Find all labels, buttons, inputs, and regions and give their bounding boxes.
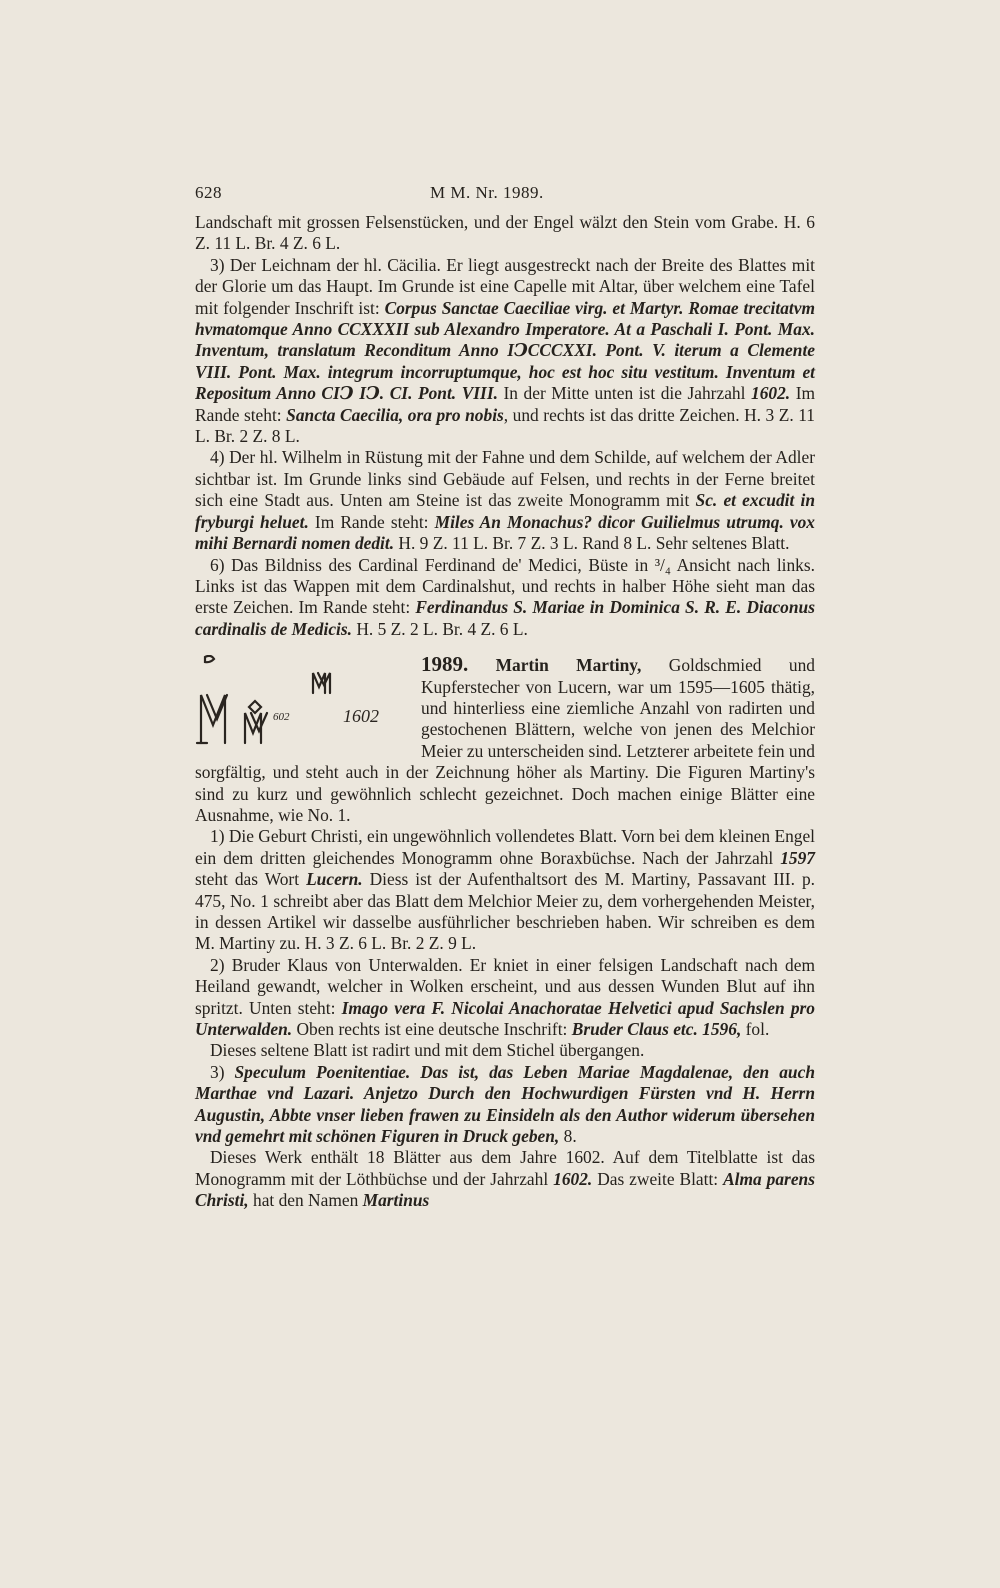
text-span: Im Rande steht: xyxy=(308,511,435,532)
text-span: Das zweite Blatt: xyxy=(592,1168,724,1189)
paragraph-item-3 xyxy=(195,255,815,448)
text-span: 3) xyxy=(210,1061,235,1082)
inscription-text: Corpus Sanctae Caeciliae virg. et Martyr. Romae trecitatvm hvmatomque Anno CCXXXII sub Alexandro Imperatore. At a Paschali I. Pont. Max. Inventum, translatum Reconditum Anno IↃCCCXXI. Pont. V. iterum a Clemente VIII. Pont. Max. integrum incorruptumque, hoc est hoc situ vestitum. Inventum et Repositum Anno CIↃ IↃ. CI. Pont. VIII. xyxy=(195,297,815,404)
year-text: 1597 xyxy=(780,847,815,868)
year-text: 1602. xyxy=(751,383,791,404)
paragraph-item-3b xyxy=(195,1062,815,1148)
header-title: M M. Nr. 1989. xyxy=(430,183,544,202)
paragraph-work-description xyxy=(195,1147,815,1211)
artist-name: Martin Martiny, xyxy=(495,655,642,676)
text-span: 8. xyxy=(559,1126,577,1147)
text-span: 6) Das Bildniss des Cardinal Ferdinand de' Medici, Büste in ³/₄ Ansicht nach links. Links ist das Wappen mit dem Cardinalshut, und rechts in halber Höhe sieht man das erste Zeichen. Im Rande steht: xyxy=(195,554,815,618)
entry-number: 1989. xyxy=(421,652,469,677)
text-span: H. 5 Z. 2 L. Br. 4 Z. 6 L. xyxy=(352,618,528,639)
place-word: Lucern. xyxy=(306,869,363,890)
monogram-figure xyxy=(193,655,415,750)
inscription-text: Alma parens Christi, xyxy=(195,1168,815,1211)
running-header xyxy=(195,183,815,207)
text-span: 2) Bruder Klaus von Unterwalden. Er kniet in einer felsigen Landschaft nach dem Heiland gewandt, welcher in Wolken erscheint, und aus dessen Wunden Blut auf ihn spritzt. Unten steht: xyxy=(195,954,815,1018)
paragraph-note: Dieses seltene Blatt ist radirt und mit dem Stichel übergangen. xyxy=(210,1040,645,1061)
inscription-text: Bruder Claus etc. 1596, xyxy=(571,1019,742,1040)
text-span: fol. xyxy=(741,1019,770,1040)
text-span: Diess ist der Aufenthaltsort des M. Martiny, Passavant III. p. 475, No. 1 schreibt aber das Blatt dem Melchior Meier zu, dem vorhergehenden Meister, in dessen Artikel wir dasselbe ausführlicher beschrieben haben. Wir schreiben es dem M. Martiny zu. H. 3 Z. 6 L. Br. 2 Z. 9 L. xyxy=(195,869,815,954)
monogram-date-small: 602 xyxy=(273,711,290,724)
inscription-text: Martinus xyxy=(362,1190,430,1211)
body-text xyxy=(195,212,815,1212)
margin-inscription: Miles An Monachus? dicor Guilielmus utrumq. vox mihi Bernardi nomen dedit. xyxy=(195,511,815,554)
text-span: In der Mitte unten ist die Jahrzahl xyxy=(497,383,751,404)
monogram-marks-icon xyxy=(193,655,415,750)
inscription-text: Sc. et excudit in fryburgi heluet. xyxy=(195,490,816,532)
text-span: 4) Der hl. Wilhelm in Rüstung mit der Fahne und dem Schilde, auf welchem der Adler sichtbar ist. Im Grunde links sind Gebäude auf Felsen, und rechts in der Ferne breitet sich eine Stadt aus. Unten am Steine ist das zweite Monogramm mit xyxy=(195,447,815,511)
text-span: Oben rechts ist eine deutsche Inschrift: xyxy=(292,1019,572,1040)
paragraph-item-1 xyxy=(195,826,815,954)
text-span: steht das Wort xyxy=(195,869,307,890)
page-number: 628 xyxy=(195,183,222,202)
monogram-date: 1602 xyxy=(343,706,379,727)
text-span: Im Rande steht: xyxy=(195,383,816,425)
margin-inscription: Ferdinandus S. Mariae in Dominica S. R. E. Diaconus cardinalis de Medicis. xyxy=(195,597,815,639)
margin-inscription: Sancta Caecilia, ora pro nobis xyxy=(286,404,504,425)
year-text: 1602. xyxy=(553,1168,593,1189)
text-span: Dieses Werk enthält 18 Blätter aus dem Jahre 1602. Auf dem Titelblatte ist das Monogramm mit der Löthbüchse und der Jahrzahl xyxy=(195,1147,815,1189)
text-span: hat den Namen xyxy=(248,1190,363,1211)
inscription-text: Imago vera F. Nicolai Anachoratae Helvetici apud Sachslen pro Unterwalden. xyxy=(195,997,815,1040)
book-title: Speculum Poenitentiae. Das ist, das Leben Mariae Magdalenae, den auch Marthae vnd Lazari. Anjetzo Durch den Hochwurdigen Fürsten vnd H. Herrn Augustin, Abbte vnser lieben frawen zu Einsideln als den Author widerum übersehen vnd gemehrt mit schönen Figuren in Druck geben, xyxy=(195,1061,815,1147)
text-span: 1) Die Geburt Christi, ein ungewöhnlich vollendetes Blatt. Vorn bei dem kleinen Engel ein dem dritten gleichendes Monogramm ohne Boraxbüchse. Nach der Jahrzahl xyxy=(195,826,816,868)
text-span: , und rechts ist das dritte Zeichen. H. 3 Z. 11 L. Br. 2 Z. 8 L. xyxy=(195,404,815,447)
text-span: 3) Der Leichnam der hl. Cäcilia. Er liegt ausgestreckt nach der Breite des Blattes mit der Glorie um das Haupt. Im Grunde ist eine Capelle mit Altar, über welchem eine Tafel mit folgender Inschrift ist: xyxy=(195,254,815,318)
entry-1989 xyxy=(195,654,815,826)
paragraph-item-4 xyxy=(195,447,815,554)
paragraph-item-6 xyxy=(195,555,815,641)
paragraph-item-2 xyxy=(195,955,815,1041)
paragraph-continuation: Landschaft mit grossen Felsenstücken, und der Engel wälzt den Stein vom Grabe. H. 6 Z. 11 L. Br. 4 Z. 6 L. xyxy=(195,212,815,254)
text-span: Goldschmied und Kupferstecher von Lucern, war um 1595—1605 thätig, und hinterliess eine ziemliche Anzahl von radirten und gestochenen Blättern, welche von jenen des Melchior Meier zu unterscheiden sind. Letzterer arbeitete fein und sorgfältig, und steht auch in der Zeichnung höher als Martiny. Die Figuren Martiny's sind zu kurz und gewöhnlich schlecht gezeichnet. Doch machen einige Blätter eine Ausnahme, wie No. 1. xyxy=(195,655,816,825)
text-span: H. 9 Z. 11 L. Br. 7 Z. 3 L. Rand 8 L. Sehr seltenes Blatt. xyxy=(394,533,790,554)
